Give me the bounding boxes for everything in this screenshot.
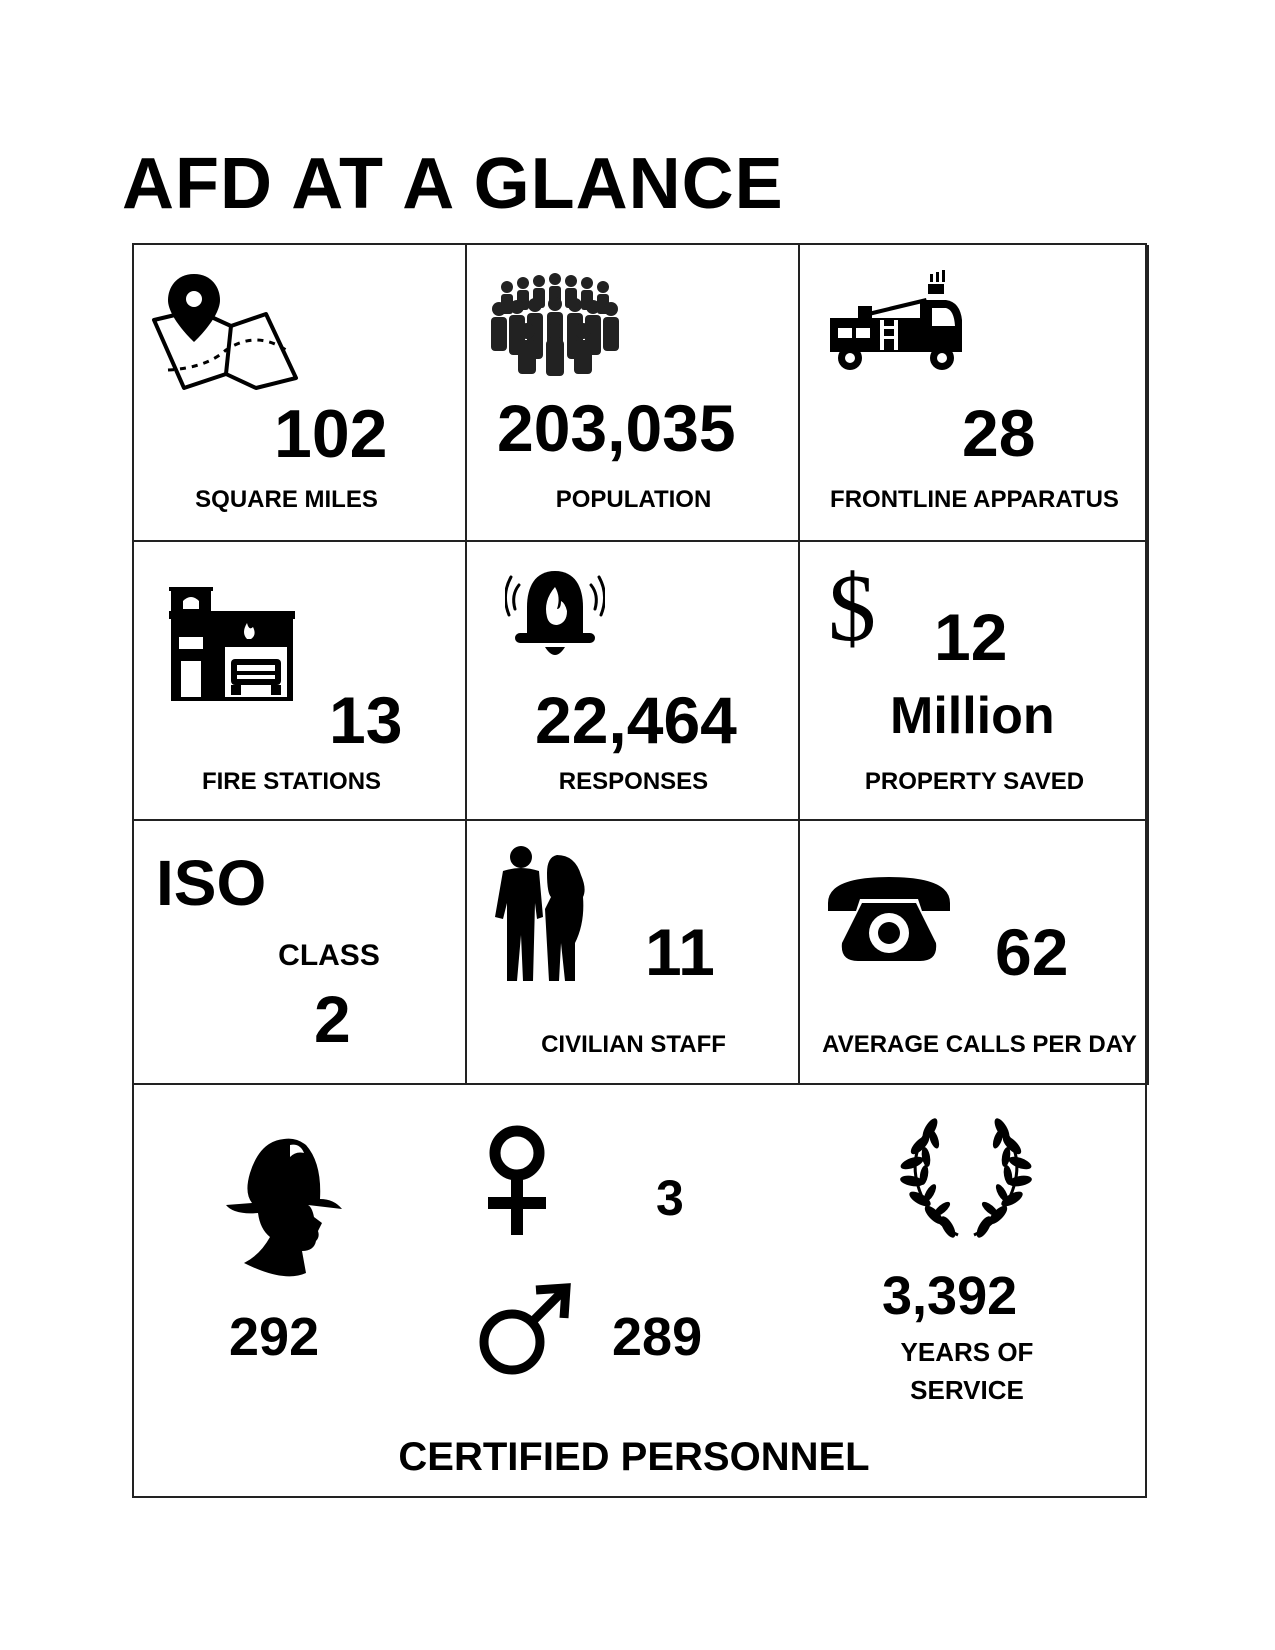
iso-heading: ISO xyxy=(156,847,267,919)
iso-class-value: 2 xyxy=(314,982,351,1056)
civilian-label: CIVILIAN STAFF xyxy=(541,1031,726,1058)
fire-truck-icon xyxy=(828,270,968,375)
laurel-wreath-icon xyxy=(896,1117,1036,1242)
cell-personnel xyxy=(134,1085,1149,1500)
cell-responses xyxy=(467,542,800,821)
property-label: PROPERTY SAVED xyxy=(864,768,1085,795)
stations-value: 13 xyxy=(329,683,403,757)
telephone-icon xyxy=(824,869,954,969)
cell-property xyxy=(800,542,1149,821)
cell-calls xyxy=(800,821,1149,1085)
years-value: 3,392 xyxy=(882,1266,1018,1326)
population-value: 203,035 xyxy=(497,391,736,465)
female-count: 3 xyxy=(656,1170,684,1226)
population-label: POPULATION xyxy=(555,486,712,513)
cell-population xyxy=(467,245,800,542)
years-label-line2: SERVICE xyxy=(910,1375,1024,1405)
cell-stations xyxy=(134,542,467,821)
property-unit: Million xyxy=(890,687,1055,745)
male-icon xyxy=(474,1280,574,1380)
map-pin-icon xyxy=(146,270,306,395)
dollar-sign: $ xyxy=(828,554,876,661)
square-miles-value: 102 xyxy=(274,396,388,472)
calls-label: AVERAGE CALLS PER DAY xyxy=(822,1031,1137,1058)
apparatus-label: FRONTLINE APPARATUS xyxy=(830,486,1119,513)
firefighter-helmet-icon xyxy=(224,1133,344,1283)
stats-grid xyxy=(132,243,1147,1498)
personnel-total: 292 xyxy=(229,1307,320,1367)
responses-label: RESPONSES xyxy=(558,768,709,795)
certified-personnel-label: CERTIFIED PERSONNEL xyxy=(398,1435,870,1479)
page-title: AFD AT A GLANCE xyxy=(122,144,784,224)
iso-class-label: CLASS xyxy=(278,939,380,972)
cell-apparatus xyxy=(800,245,1149,542)
cell-square-miles xyxy=(134,245,467,542)
alarm-bell-icon xyxy=(505,567,605,667)
civilian-value: 11 xyxy=(645,915,715,989)
cell-civilian xyxy=(467,821,800,1085)
male-count: 289 xyxy=(612,1307,703,1367)
people-silhouette-icon xyxy=(489,843,599,983)
property-value: 12 xyxy=(934,600,1008,674)
female-icon xyxy=(482,1125,552,1237)
apparatus-value: 28 xyxy=(962,396,1036,470)
stations-label: FIRE STATIONS xyxy=(201,768,382,795)
responses-value: 22,464 xyxy=(535,683,737,757)
years-label-line1: YEARS OF xyxy=(900,1337,1034,1367)
fire-station-icon xyxy=(169,587,299,702)
cell-iso xyxy=(134,821,467,1085)
calls-value: 62 xyxy=(995,915,1069,989)
crowd-icon xyxy=(487,267,627,377)
square-miles-label: SQUARE MILES xyxy=(195,486,378,513)
